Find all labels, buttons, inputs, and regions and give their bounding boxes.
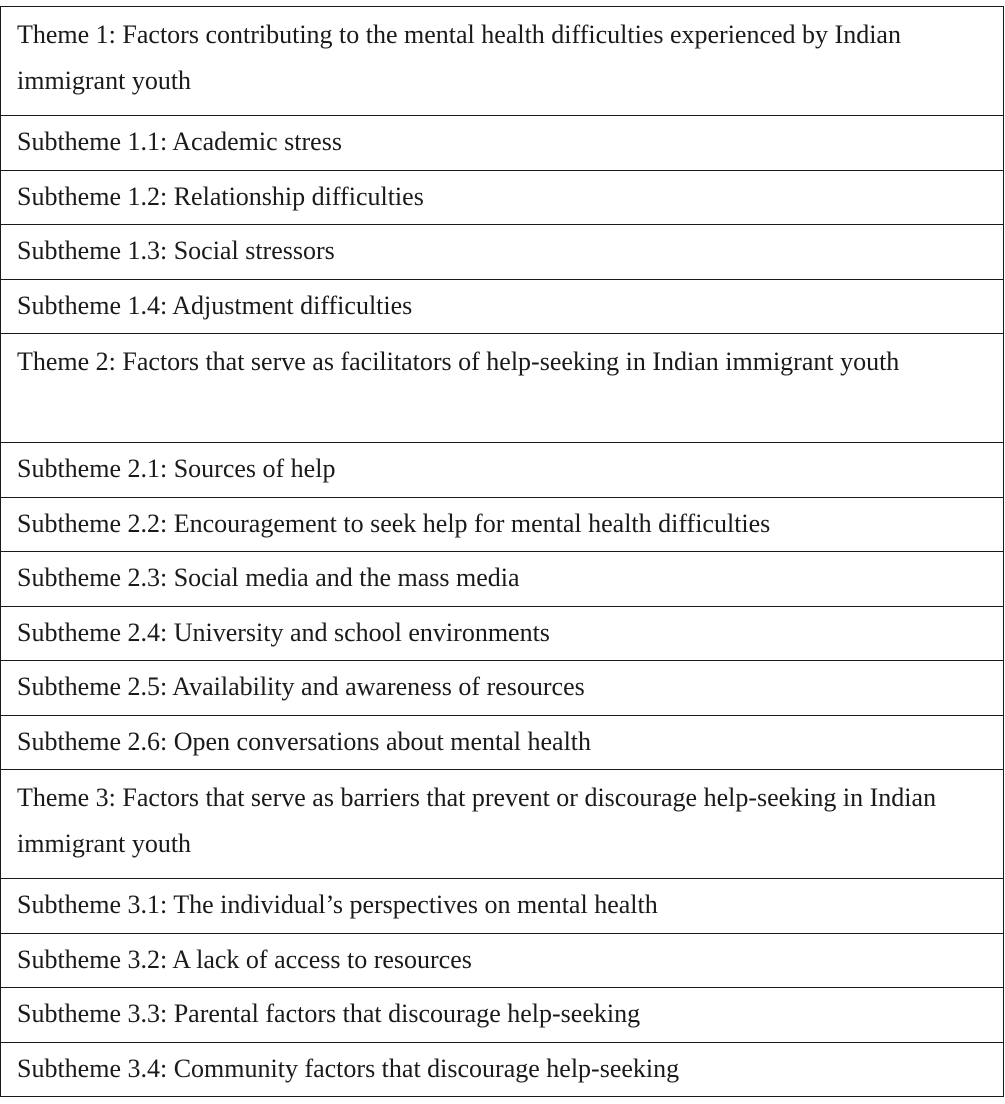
subtheme-row: Subtheme 1.4: Adjustment difficulties	[1, 280, 1003, 335]
subtheme-row: Subtheme 3.3: Parental factors that discourage help-seeking	[1, 988, 1003, 1043]
themes-table	[0, 6, 1004, 1097]
subtheme-row: Subtheme 2.4: University and school environments	[1, 607, 1003, 662]
subtheme-row: Subtheme 1.1: Academic stress	[1, 116, 1003, 171]
subtheme-row: Subtheme 1.2: Relationship difficulties	[1, 171, 1003, 226]
theme-row: Theme 3: Factors that serve as barriers that prevent or discourage help-seeking in Indian immigrant youth	[1, 770, 1003, 879]
subtheme-row: Subtheme 2.5: Availability and awareness of resources	[1, 661, 1003, 716]
theme-row: Theme 2: Factors that serve as facilitators of help-seeking in Indian immigrant youth	[1, 334, 1003, 443]
subtheme-row: Subtheme 3.4: Community factors that discourage help-seeking	[1, 1043, 1003, 1098]
subtheme-row: Subtheme 3.2: A lack of access to resources	[1, 934, 1003, 989]
subtheme-row: Subtheme 3.1: The individual’s perspectives on mental health	[1, 879, 1003, 934]
subtheme-row: Subtheme 2.3: Social media and the mass media	[1, 552, 1003, 607]
subtheme-row: Subtheme 2.2: Encouragement to seek help for mental health difficulties	[1, 498, 1003, 553]
subtheme-row: Subtheme 2.1: Sources of help	[1, 443, 1003, 498]
subtheme-row: Subtheme 2.6: Open conversations about mental health	[1, 716, 1003, 771]
theme-row: Theme 1: Factors contributing to the mental health difficulties experienced by Indian immigrant youth	[1, 7, 1003, 116]
subtheme-row: Subtheme 1.3: Social stressors	[1, 225, 1003, 280]
